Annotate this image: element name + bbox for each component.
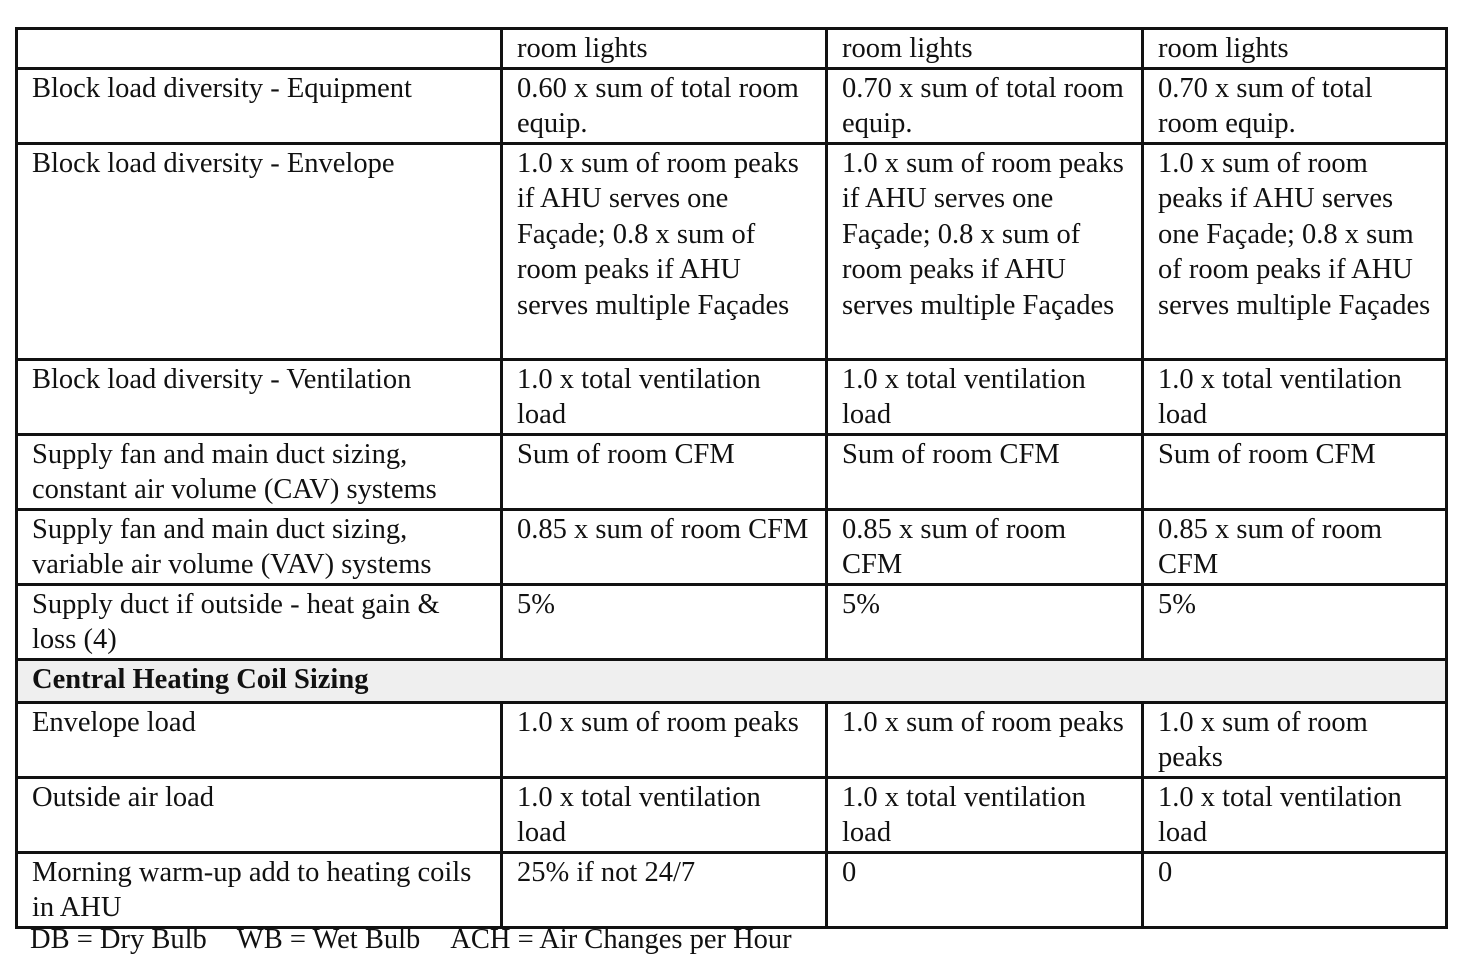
row-label: Block load diversity - Ventilation (17, 359, 502, 434)
table-cell: Sum of room CFM (1143, 434, 1447, 509)
sizing-criteria-table (15, 27, 1448, 929)
table-cell: 1.0 x total ventilation load (502, 359, 827, 434)
table-row (17, 509, 1447, 584)
header-cell: room lights (1143, 29, 1447, 69)
header-cell: room lights (827, 29, 1143, 69)
table-cell: 1.0 x sum of room peaks (1143, 702, 1447, 777)
table-cell: 0.85 x sum of room CFM (1143, 509, 1447, 584)
row-label: Supply fan and main duct sizing, constant air volume (CAV) systems (17, 434, 502, 509)
row-label: Morning warm-up add to heating coils in AHU (17, 852, 502, 927)
table-row (17, 68, 1447, 143)
table-cell: 5% (1143, 584, 1447, 659)
table-cell: Sum of room CFM (827, 434, 1143, 509)
table-cell: 0.70 x sum of total room equip. (1143, 68, 1447, 143)
legend-dry-bulb: DB = Dry Bulb (30, 924, 207, 955)
row-label: Outside air load (17, 777, 502, 852)
table-cell: 0.70 x sum of total room equip. (827, 68, 1143, 143)
table-cell: 1.0 x total ventilation load (1143, 359, 1447, 434)
table-cell: 1.0 x total ventilation load (1143, 777, 1447, 852)
table-cell: 5% (502, 584, 827, 659)
row-label: Block load diversity - Equipment (17, 68, 502, 143)
table-cell: 0 (1143, 852, 1447, 927)
row-label: Supply fan and main duct sizing, variable air volume (VAV) systems (17, 509, 502, 584)
table-header-row (17, 29, 1447, 69)
table-cell: 0.60 x sum of total room equip. (502, 68, 827, 143)
table-cell: 5% (827, 584, 1143, 659)
row-label: Envelope load (17, 702, 502, 777)
table-row (17, 584, 1447, 659)
table-cell: 1.0 x sum of room peaks if AHU serves one Façade; 0.8 x sum of room peaks if AHU serves multiple Façades (1143, 143, 1447, 359)
table-cell: 1.0 x sum of room peaks if AHU serves one Façade; 0.8 x sum of room peaks if AHU serves multiple Façades (827, 143, 1143, 359)
section-header-row (17, 659, 1447, 702)
table-row (17, 434, 1447, 509)
table-cell: 0 (827, 852, 1143, 927)
row-label: Supply duct if outside - heat gain & loss (4) (17, 584, 502, 659)
table-row (17, 359, 1447, 434)
table-cell: 0.85 x sum of room CFM (827, 509, 1143, 584)
table-cell: 1.0 x total ventilation load (502, 777, 827, 852)
table-cell: 1.0 x total ventilation load (827, 359, 1143, 434)
legend-wet-bulb: WB = Wet Bulb (236, 924, 421, 955)
legend-air-changes: ACH = Air Changes per Hour (450, 924, 792, 955)
table-row (17, 777, 1447, 852)
header-cell-blank (17, 29, 502, 69)
table-row (17, 143, 1447, 359)
table-cell: 1.0 x sum of room peaks if AHU serves one Façade; 0.8 x sum of room peaks if AHU serves multiple Façades (502, 143, 827, 359)
section-title: Central Heating Coil Sizing (17, 659, 1447, 702)
table-cell: 1.0 x total ventilation load (827, 777, 1143, 852)
table-cell: 25% if not 24/7 (502, 852, 827, 927)
table-cell: 1.0 x sum of room peaks (502, 702, 827, 777)
table-row (17, 702, 1447, 777)
table-cell: Sum of room CFM (502, 434, 827, 509)
abbreviation-legend (30, 922, 822, 958)
table-cell: 0.85 x sum of room CFM (502, 509, 827, 584)
header-cell: room lights (502, 29, 827, 69)
row-label: Block load diversity - Envelope (17, 143, 502, 359)
table-cell: 1.0 x sum of room peaks (827, 702, 1143, 777)
table-row (17, 852, 1447, 927)
